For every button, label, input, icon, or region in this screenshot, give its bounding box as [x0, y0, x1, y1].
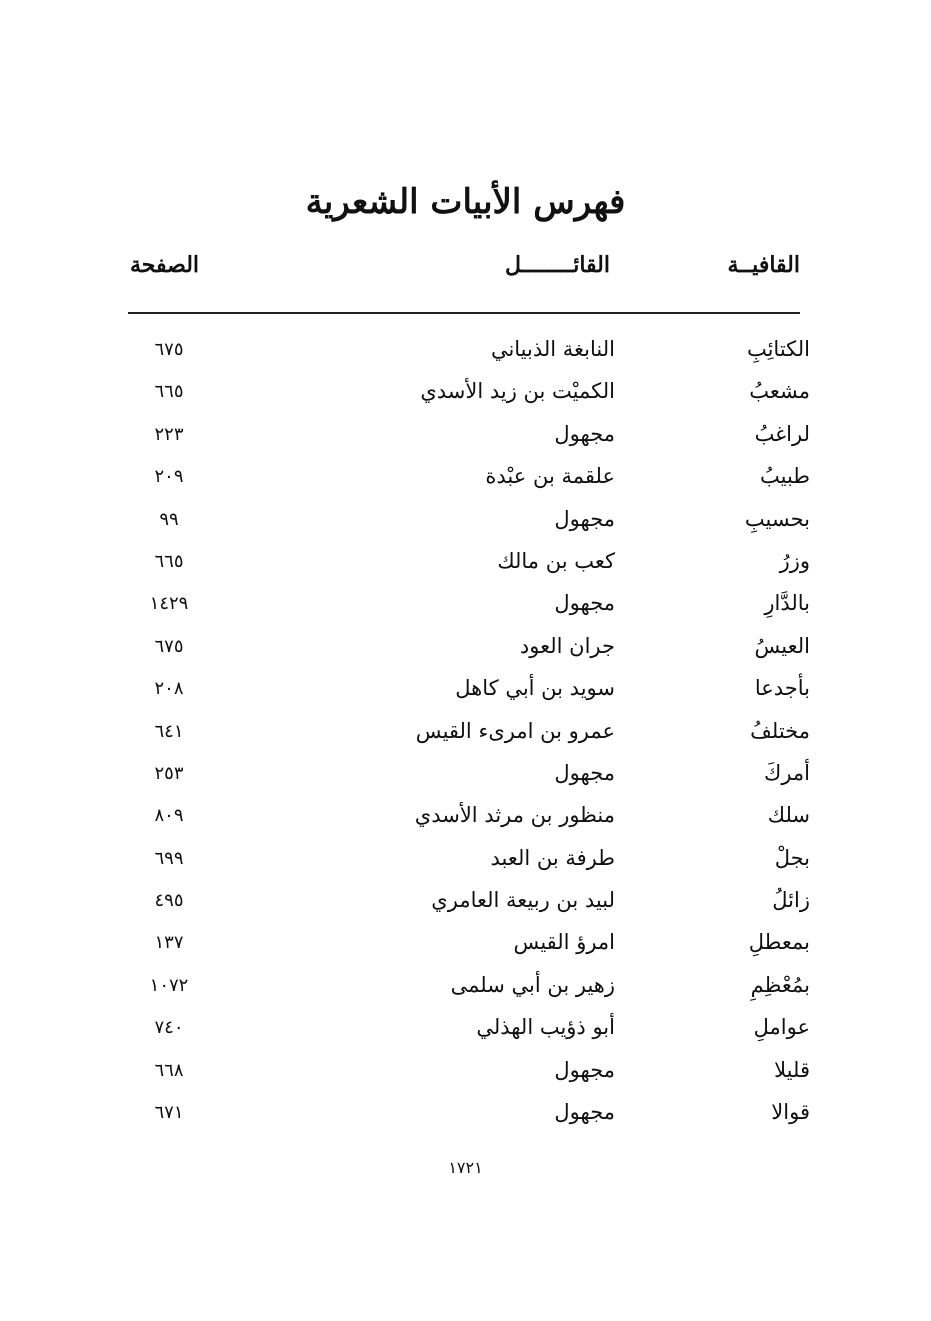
page-cell: ٨٠٩ — [154, 805, 184, 827]
page-cell: ٩٩ — [159, 508, 179, 530]
table-row — [120, 503, 810, 545]
page-cell: ٦٧٥ — [154, 635, 184, 657]
page-cell: ٧٤٠ — [154, 1017, 184, 1039]
page-cell: ٢٠٩ — [154, 466, 184, 488]
table-row — [120, 545, 810, 587]
rhyme-cell: بمعطلِ — [748, 930, 810, 955]
rhyme-cell: العيسُ — [754, 633, 810, 658]
page-cell: ٦٦٥ — [154, 550, 184, 572]
table-header — [120, 252, 800, 288]
table-row — [120, 375, 810, 417]
rhyme-cell: مختلفُ — [750, 718, 810, 743]
table-row — [120, 1011, 810, 1053]
table-row — [120, 630, 810, 672]
page-cell: ١٤٢٩ — [149, 593, 189, 615]
rhyme-cell: بأجدعا — [754, 676, 810, 701]
page-cell: ٢٠٨ — [154, 678, 184, 700]
table-row — [120, 587, 810, 629]
poet-cell: زهير بن أبي سلمى — [450, 972, 615, 997]
page-cell: ٦٦٨ — [154, 1059, 184, 1081]
table-row — [120, 333, 810, 375]
table-row — [120, 842, 810, 884]
table-row — [120, 884, 810, 926]
poet-cell: عمرو بن امرىء القيس — [415, 718, 615, 743]
page-number: ١٧٢١ — [448, 1158, 483, 1177]
rhyme-cell: بحسيبِ — [744, 506, 810, 531]
rhyme-cell: زائلُ — [772, 888, 810, 913]
table-row — [120, 757, 810, 799]
page-cell: ١٣٧ — [154, 932, 184, 954]
poet-cell: سويد بن أبي كاهل — [455, 676, 615, 701]
index-table — [120, 333, 810, 1138]
rhyme-cell: الكتائِبِ — [746, 337, 810, 361]
page-cell: ٦٦٥ — [154, 381, 184, 403]
header-poet: القائــــــــل — [505, 252, 610, 278]
table-row — [120, 672, 810, 714]
poet-cell: مجهول — [554, 591, 615, 616]
poet-cell: طرفة بن العبد — [490, 845, 615, 870]
page-cell: ٦٧٥ — [154, 339, 184, 360]
rhyme-cell: سلك — [767, 803, 810, 828]
poet-cell: كعب بن مالك — [497, 548, 615, 573]
page-cell: ٦٩٩ — [154, 847, 184, 869]
table-row — [120, 1054, 810, 1096]
header-rhyme: القافيــة — [727, 252, 800, 278]
poet-cell: النابغة الذبياني — [490, 337, 615, 361]
poet-cell: مجهول — [554, 1057, 615, 1082]
table-row — [120, 418, 810, 460]
rhyme-cell: طبيبُ — [759, 464, 810, 489]
table-row — [120, 715, 810, 757]
rhyme-cell: لراغبُ — [754, 421, 810, 446]
rhyme-cell: بمُعْظِمِ — [750, 972, 810, 997]
page-cell: ٦٤١ — [154, 720, 184, 742]
poet-cell: امرؤ القيس — [513, 930, 615, 955]
table-row — [120, 1096, 810, 1138]
page-cell: ٦٧١ — [154, 1102, 184, 1124]
table-row — [120, 926, 810, 968]
poet-cell: مجهول — [554, 1100, 615, 1125]
rhyme-cell: بجلْ — [774, 845, 810, 870]
page-cell: ٤٩٥ — [154, 890, 184, 912]
page-cell: ٢٥٣ — [154, 762, 184, 784]
rhyme-cell: وزرُ — [779, 548, 810, 573]
poet-cell: جران العود — [519, 633, 615, 658]
page-title: فهرس الأبيات الشعرية — [305, 182, 626, 222]
table-row — [120, 460, 810, 502]
rhyme-cell: أمركَ — [764, 760, 810, 785]
poet-cell: أبو ذؤيب الهذلي — [476, 1015, 615, 1040]
page-cell: ١٠٧٢ — [149, 974, 189, 996]
poet-cell: لبيد بن ربيعة العامري — [431, 888, 615, 913]
poet-cell: علقمة بن عبْدة — [485, 464, 615, 489]
header-divider — [128, 312, 800, 314]
rhyme-cell: عواملِ — [753, 1015, 810, 1040]
table-row — [120, 799, 810, 841]
poet-cell: منظور بن مرثد الأسدي — [414, 803, 615, 828]
poet-cell: مجهول — [554, 506, 615, 531]
table-row — [120, 969, 810, 1011]
poet-cell: مجهول — [554, 421, 615, 446]
page-cell: ٢٢٣ — [154, 423, 184, 445]
rhyme-cell: مشعبُ — [749, 379, 810, 404]
rhyme-cell: قليلا — [774, 1057, 810, 1082]
rhyme-cell: بالدَّارِ — [764, 591, 810, 616]
rhyme-cell: قوالا — [771, 1100, 810, 1125]
poet-cell: مجهول — [554, 760, 615, 785]
header-page: الصفحة — [130, 252, 200, 278]
poet-cell: الكميْت بن زيد الأسدي — [420, 379, 615, 404]
